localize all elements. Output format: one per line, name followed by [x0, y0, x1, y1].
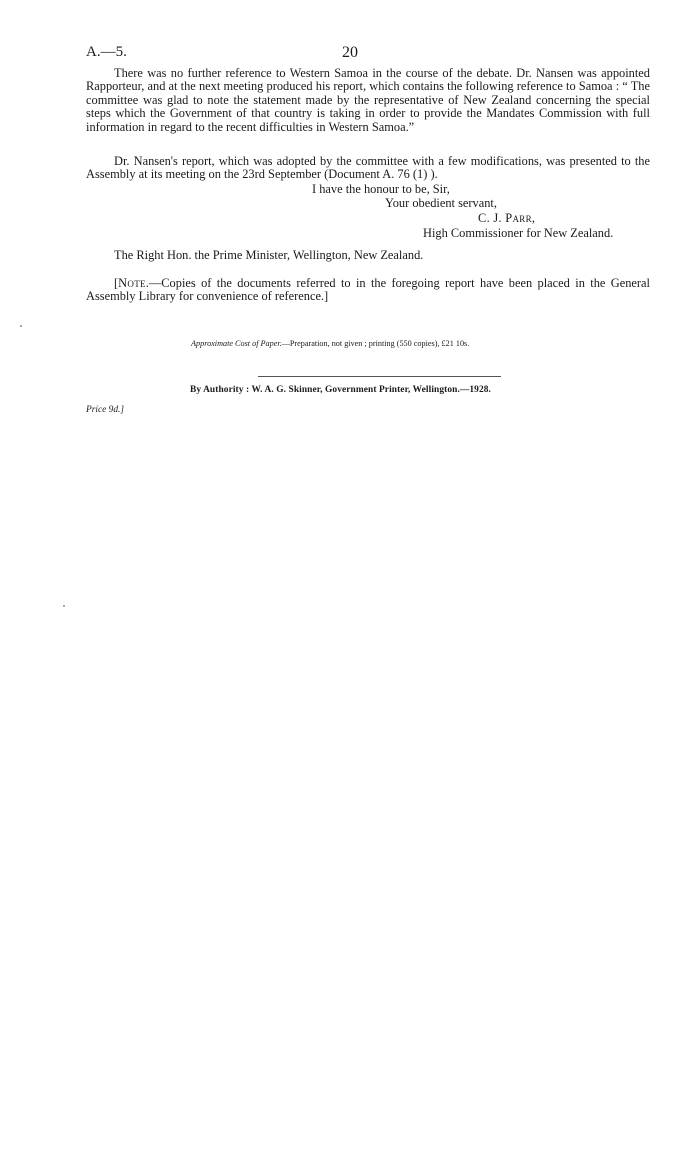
paragraph-debate: There was no further reference to Western Samoa in the course of the debate. Dr. Nansen was appointed Rapporteur, and at the next meeting produced his report, which contains the following reference to Samoa : “ The committee was glad to note the statement made by the representative of New Zealand concerning the special steps which the Government of that country is taking in order to provide the Mandates Commission with full information in regard to the recent difficulties in Western Samoa.” [86, 66, 650, 134]
addressee-line: The Right Hon. the Prime Minister, Wellington, New Zealand. [114, 248, 424, 262]
scan-speck [63, 605, 65, 607]
cost-label: Approximate Cost of Paper. [191, 339, 282, 348]
cost-text: —Preparation, not given ; printing (550 copies), £21 10s. [281, 339, 470, 348]
note-paragraph [86, 277, 650, 304]
printer-authority [190, 385, 491, 395]
note-open-bracket: [ [114, 276, 119, 290]
note-label: Note [118, 276, 146, 290]
scan-speck [20, 325, 22, 327]
price-note: Price 9d.] [86, 405, 125, 415]
closing-honour: I have the honour to be, Sir, [312, 182, 450, 196]
cost-note [191, 339, 469, 348]
paper-reference: A.—5. [86, 44, 127, 60]
authority-text: W. A. G. Skinner, Government Printer, Wellington.—1928. [251, 385, 491, 395]
closing-servant: Your obedient servant, [385, 196, 497, 210]
authority-lead: By Authority : [190, 385, 250, 395]
signatory-title: High Commissioner for New Zealand. [423, 226, 614, 240]
page-number: 20 [342, 44, 358, 61]
paragraph-nansen-report: Dr. Nansen's report, which was adopted by the committee with a few modifications, was presented to the Assembly at its meeting on the 23rd September (Document A. 76 (1) ). [86, 154, 650, 182]
note-text: .—Copies of the documents referred to in the foregoing report have been placed in the General Assembly Library for convenience of reference.] [86, 276, 650, 304]
signatory-name: C. J. Parr, [478, 211, 536, 225]
footer-rule [258, 376, 501, 377]
